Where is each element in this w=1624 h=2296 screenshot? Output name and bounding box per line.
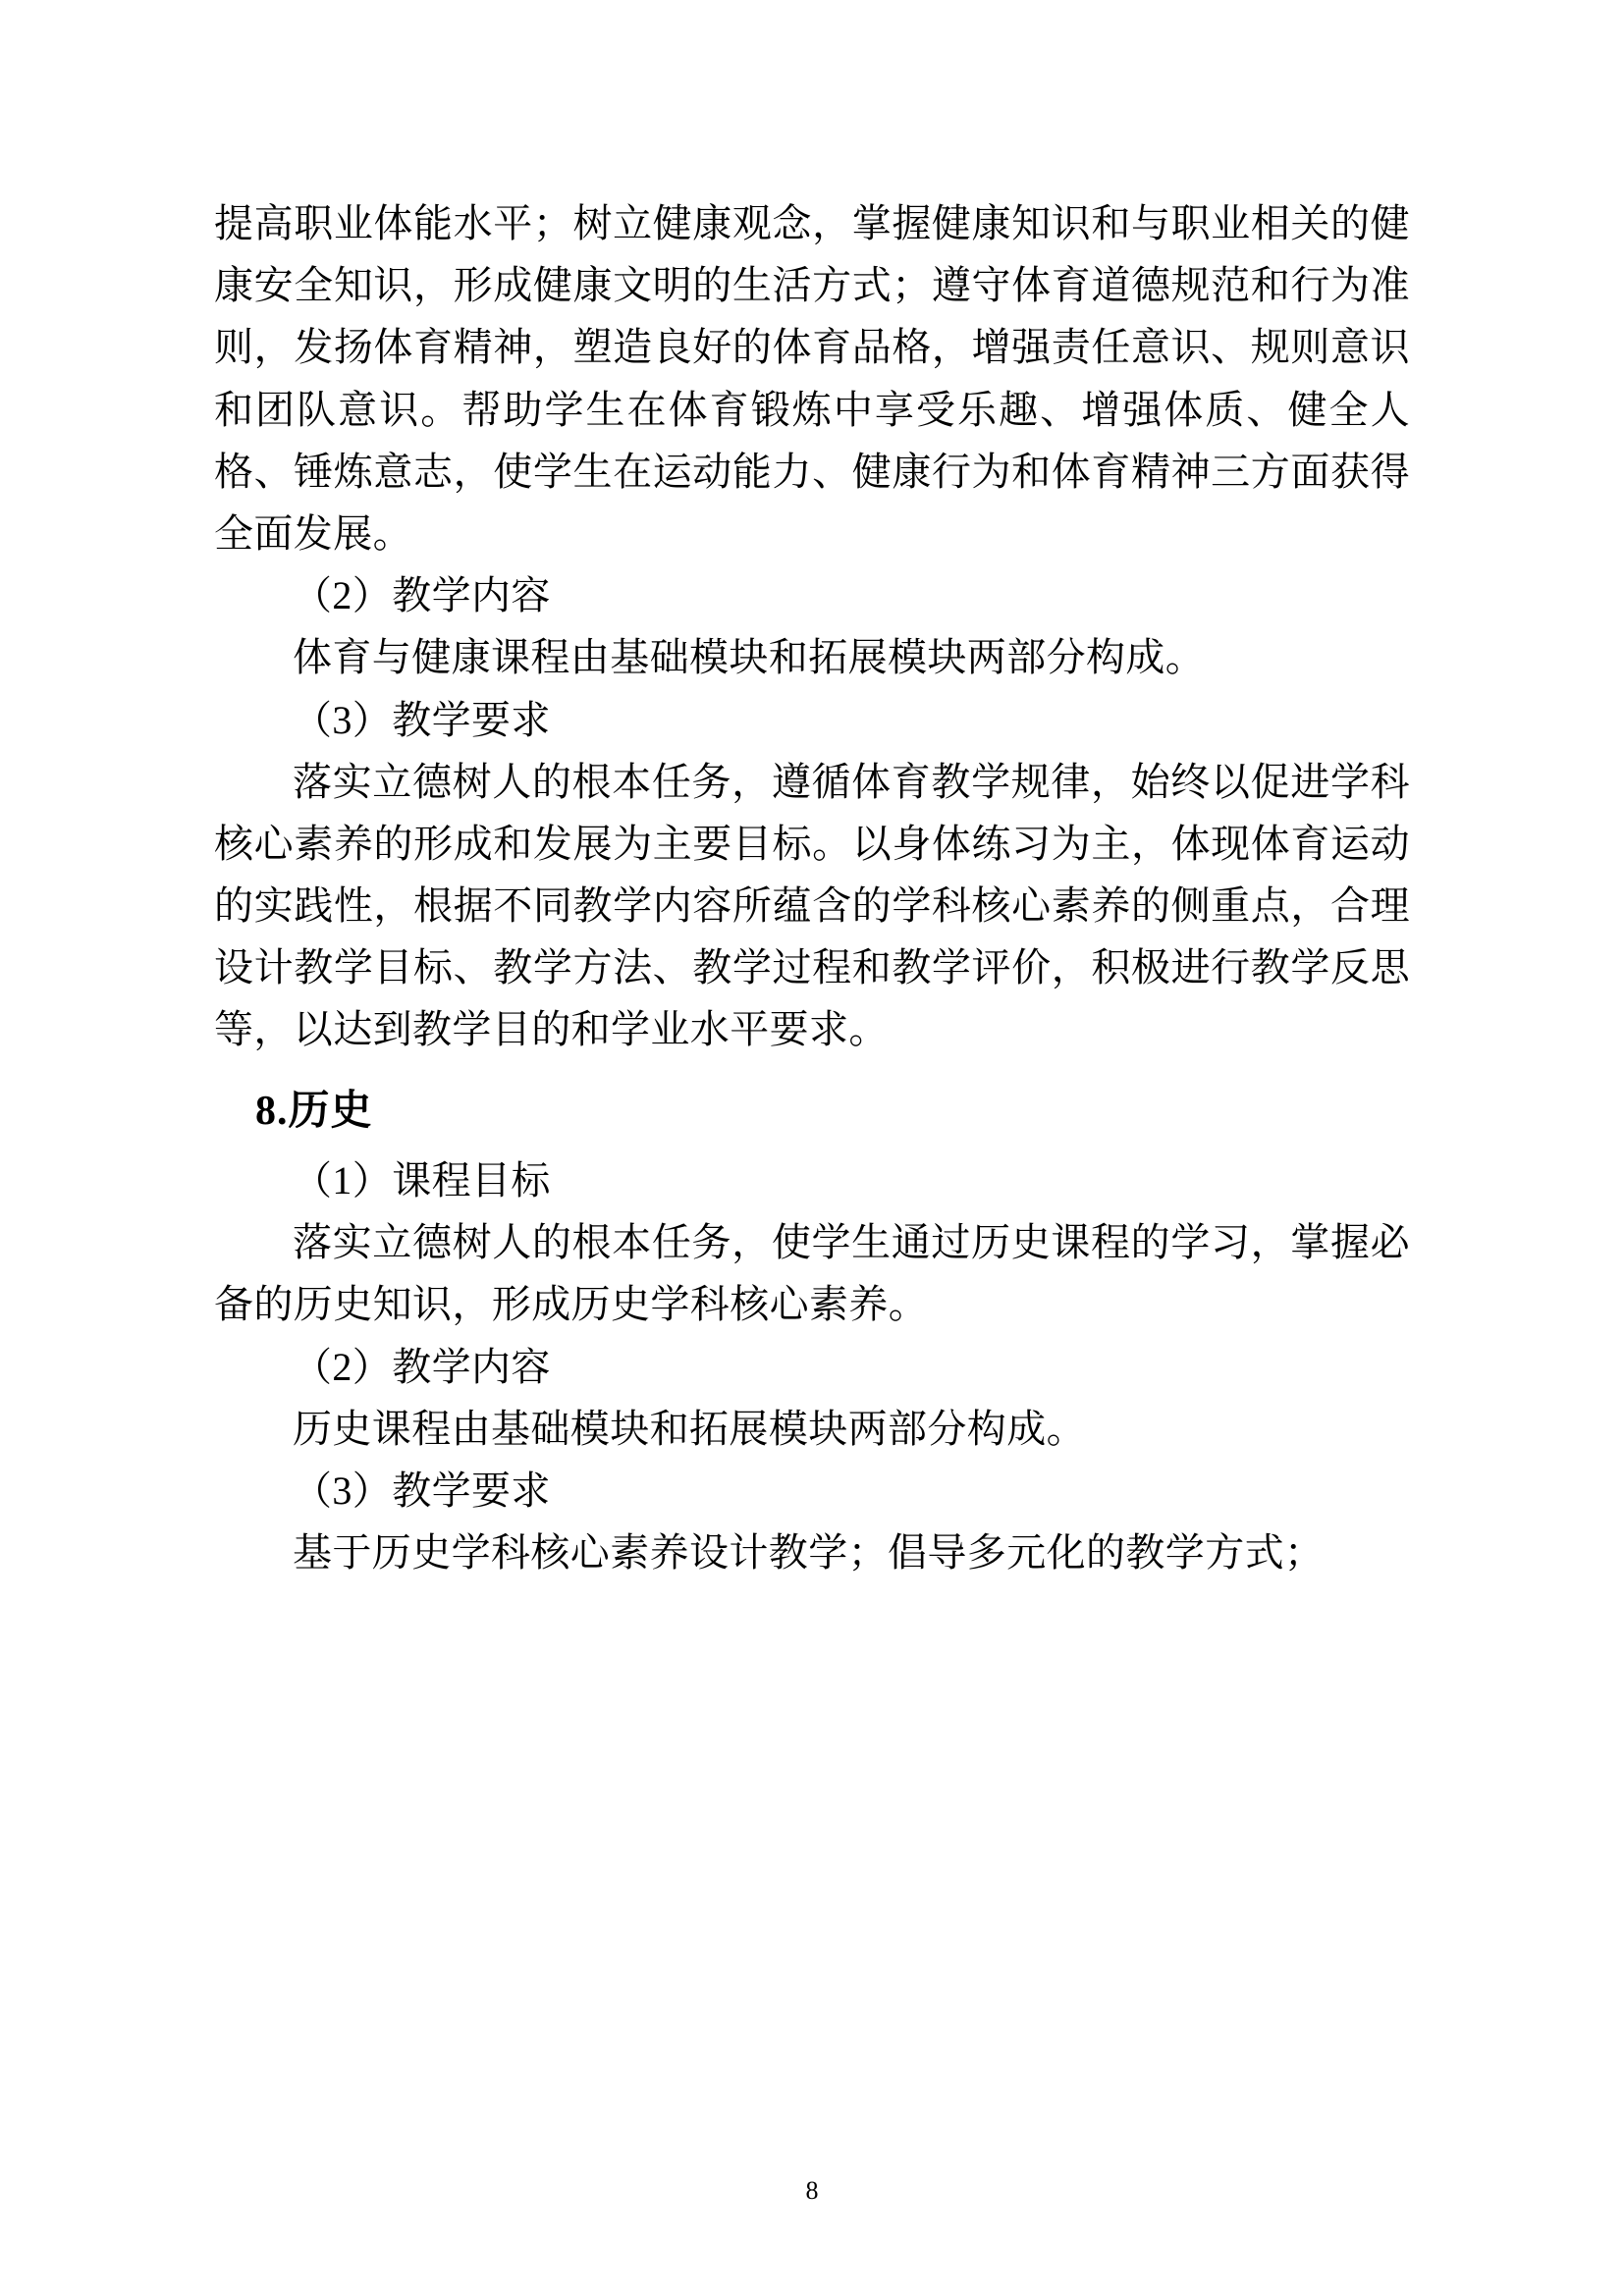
paragraph-history-teaching-requirements-label: （3）教学要求 xyxy=(293,1468,551,1513)
paragraph-history-teaching-content-body: 历史课程由基础模块和拓展模块两部分构成。 xyxy=(293,1406,1086,1451)
paragraph-teaching-content-label: （2）教学内容 xyxy=(293,573,551,618)
page-number: 8 xyxy=(805,2176,819,2205)
paragraph-course-objectives-label: （1）课程目标 xyxy=(293,1157,551,1202)
paragraph-history-teaching-requirements-body: 基于历史学科核心素养设计教学；倡导多元化的教学方式； xyxy=(293,1530,1325,1575)
paragraph-teaching-requirements-body: 落实立德树人的根本任务，遵循体育教学规律，始终以促进学科核心素养的形成和发展为主要目标。以身体练习为主，体现体育运动的实践性，根据不同教学内容所蕴含的学科核心素养的侧重点，合理设计教学目标、教学方法、教学过程和教学评价，积极进行教学反思等，以达到教学目的和学业水平要求。 xyxy=(214,759,1410,1052)
paragraph-continuation: 提高职业体能水平；树立健康观念，掌握健康知识和与职业相关的健康安全知识，形成健康文明的生活方式；遵守体育道德规范和行为准则，发扬体育精神，塑造良好的体育品格，增强责任意识、规则意识和团队意识。帮助学生在体育锻炼中享受乐趣、增强体质、健全人格、锤炼意志，使学生在运动能力、健康行为和体育精神三方面获得全面发展。 xyxy=(214,201,1410,556)
paragraph-course-objectives-body: 落实立德树人的根本任务，使学生通过历史课程的学习，掌握必备的历史知识，形成历史学科核心素养。 xyxy=(214,1220,1410,1327)
paragraph-teaching-requirements-label: （3）教学要求 xyxy=(293,697,551,742)
section-heading-history: 8.历史 xyxy=(255,1088,373,1134)
paragraph-teaching-content-body: 体育与健康课程由基础模块和拓展模块两部分构成。 xyxy=(293,635,1206,680)
paragraph-history-teaching-content-label: （2）教学内容 xyxy=(293,1344,551,1389)
